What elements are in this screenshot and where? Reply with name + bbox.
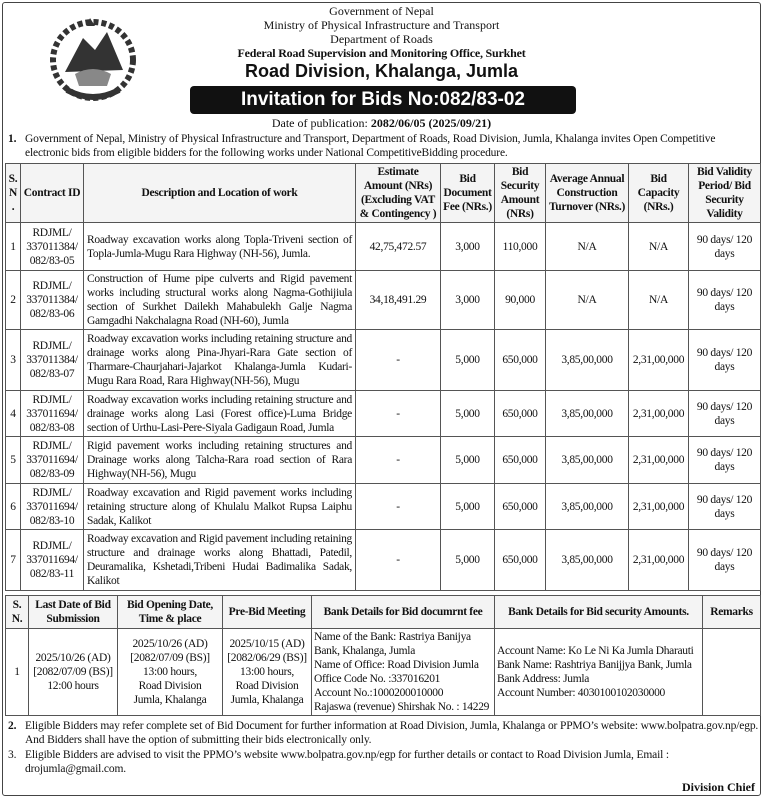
paragraph-2 — [8, 719, 760, 747]
cell-turnover: 3,85,00,000 — [546, 391, 629, 437]
cell-capacity: N/A — [629, 271, 689, 330]
cell-line: [2082/07/09 (BS)] — [33, 666, 113, 678]
column-header: S. N. — [6, 596, 29, 629]
column-header: Bid Security Amount (NRs) — [495, 164, 546, 223]
cell-turnover: 3,85,00,000 — [546, 330, 629, 391]
cell-estimate: - — [356, 330, 441, 391]
paragraph-text: Eligible Bidders are advised to visit the PPMO’s website www.bolpatra.gov.np/egp for further details or contact to Road Division Jumla, Email : drojumla@gmail.com. — [25, 749, 669, 775]
column-header: S. N. — [6, 164, 21, 223]
cell-capacity: 2,31,00,000 — [629, 437, 689, 484]
cell-description: Rigid pavement works including retaining structures and Drainage works along Talcha-Rara road section of Rara Highway(NH-56), Mugu — [84, 437, 356, 484]
cell-estimate: - — [356, 530, 441, 591]
signature: Division Chief — [681, 780, 755, 794]
cell-capacity: 2,31,00,000 — [629, 484, 689, 530]
cell-security: 650,000 — [495, 330, 546, 391]
cell-security: 90,000 — [495, 271, 546, 330]
table-row — [6, 330, 761, 391]
cell-bank-security — [495, 629, 703, 716]
cell-capacity: 2,31,00,000 — [629, 530, 689, 591]
table-row — [6, 271, 761, 330]
cell-sn: 3 — [6, 330, 21, 391]
cell-line: Road Division — [235, 680, 299, 692]
table-row — [6, 437, 761, 484]
header-department: Department of Roads — [330, 32, 433, 46]
cell-security: 650,000 — [495, 391, 546, 437]
cell-capacity: 2,31,00,000 — [629, 330, 689, 391]
table-row — [6, 629, 761, 716]
cell-doc-fee: 5,000 — [441, 484, 495, 530]
cell-sn: 1 — [6, 629, 29, 716]
cell-line: Jumla, Khalanga — [230, 694, 304, 706]
column-header: Estimate Amount (NRs) (Excluding VAT & Contingency ) — [356, 164, 441, 223]
column-header: Contract ID — [21, 164, 84, 223]
table-row — [6, 391, 761, 437]
cell-validity: 90 days/ 120 days — [689, 391, 761, 437]
column-header: Bank Details for Bid documrnt fee — [312, 596, 495, 629]
cell-line: 13:00 hours, — [240, 666, 294, 678]
cell-contract-id: RDJML/ 337011384/ 082/83-05 — [21, 223, 84, 271]
column-header: Remarks — [703, 596, 761, 629]
table-row — [6, 223, 761, 271]
cell-line: Jumla, Khalanga — [133, 694, 207, 706]
cell-security: 110,000 — [495, 223, 546, 271]
publication-label: Date of publication: — [271, 116, 371, 130]
cell-line: Office Code No. :337016201 — [314, 673, 441, 685]
cell-sn: 1 — [6, 223, 21, 271]
paragraph-text: Government of Nepal, Ministry of Physical Infrastructure and Transport, Department of Roads, Road Division, Jumla, Khalanga invites Open Competitive electronic bids from eligible bidders for the following works under National CompetitiveBidding procedure. — [25, 133, 716, 159]
cell-description: Roadway excavation and Rigid pavement including retaining structure and drainage works along Bhattadi, Patedil, Deuramalika, Kshetadi,Tribeni Hudai Badimalika Sadak, Kalikot — [84, 530, 356, 591]
cell-line: 2025/10/15 (AD) — [229, 638, 305, 650]
cell-line: 12:00 hours — [47, 680, 99, 692]
cell-turnover: 3,85,00,000 — [546, 437, 629, 484]
table-row — [6, 530, 761, 591]
publication-value: 2082/06/05 (2025/09/21) — [370, 116, 492, 130]
header-office: Federal Road Supervision and Monitoring Office, Surkhet — [237, 46, 526, 60]
paragraph-number: 1. — [8, 133, 17, 145]
cell-sn: 6 — [6, 484, 21, 530]
cell-sn: 7 — [6, 530, 21, 591]
column-header: Bid Opening Date, Time & place — [118, 596, 223, 629]
paragraph-3 — [8, 748, 760, 776]
schedule-table — [5, 595, 761, 716]
invitation-banner: Invitation for Bids No:082/83-02 — [190, 86, 576, 114]
column-header: Bank Details for Bid security Amounts. — [495, 596, 703, 629]
cell-line: 2025/10/26 (AD) — [35, 652, 111, 664]
cell-doc-fee: 3,000 — [441, 223, 495, 271]
cell-line: [2082/07/09 (BS)] — [130, 652, 210, 664]
cell-line: Account Number: 4030100102030000 — [497, 687, 665, 699]
cell-estimate: - — [356, 437, 441, 484]
cell-sn: 2 — [6, 271, 21, 330]
cell-line: 13:00 hours, — [143, 666, 197, 678]
column-header: Pre-Bid Meeting — [223, 596, 312, 629]
column-header: Description and Location of work — [84, 164, 356, 223]
cell-validity: 90 days/ 120 days — [689, 437, 761, 484]
cell-turnover: N/A — [546, 223, 629, 271]
cell-contract-id: RDJML/ 337011384/ 082/83-06 — [21, 271, 84, 330]
cell-estimate: 34,18,491.29 — [356, 271, 441, 330]
cell-bank-fee — [312, 629, 495, 716]
page-title: Road Division, Khalanga, Jumla — [244, 61, 519, 81]
cell-sn: 5 — [6, 437, 21, 484]
cell-validity: 90 days/ 120 days — [689, 530, 761, 591]
cell-last-date — [29, 629, 118, 716]
column-header: Bid Document Fee (NRs.) — [441, 164, 495, 223]
cell-line: Rajaswa (revenue) Shirshak No. : 14229 — [314, 701, 490, 713]
cell-description: Roadway excavation works including retaining structure and drainage works along Lasi (Forest office)-Luma Bridge section of Urthu-Lasi-Pere-Siyala Gadigaun Road, Jumla — [84, 391, 356, 437]
table-row — [6, 484, 761, 530]
cell-prebid — [223, 629, 312, 716]
cell-estimate: 42,75,472.57 — [356, 223, 441, 271]
cell-doc-fee: 5,000 — [441, 530, 495, 591]
cell-capacity: 2,31,00,000 — [629, 391, 689, 437]
cell-description: Roadway excavation works along Topla-Triveni section of Topla-Jumla-Mugu Rara Highway (NH-56), Jumla. — [84, 223, 356, 271]
paragraph-number: 2. — [8, 720, 17, 732]
cell-line: Name of the Bank: Rastriya Banijya Bank, Khalanga, Jumla — [314, 631, 471, 657]
cell-turnover: 3,85,00,000 — [546, 484, 629, 530]
cell-doc-fee: 3,000 — [441, 271, 495, 330]
cell-validity: 90 days/ 120 days — [689, 484, 761, 530]
cell-remarks — [703, 629, 761, 716]
cell-contract-id: RDJML/ 337011694/ 082/83-08 — [21, 391, 84, 437]
cell-turnover: 3,85,00,000 — [546, 530, 629, 591]
cell-line: Name of Office: Road Division Jumla — [314, 659, 479, 671]
cell-contract-id: RDJML/ 337011694/ 082/83-11 — [21, 530, 84, 591]
cell-contract-id: RDJML/ 337011694/ 082/83-09 — [21, 437, 84, 484]
cell-line: Bank Name: Rashtriya Banijjya Bank, Jumla — [497, 659, 692, 671]
column-header: Last Date of Bid Submission — [29, 596, 118, 629]
column-header: Average Annual Construction Turnover (NRs.) — [546, 164, 629, 223]
cell-line: Account No.:1000200010000 — [314, 687, 444, 699]
works-table — [5, 163, 761, 591]
cell-description: Roadway excavation works including retaining structure and drainage works along Pina-Jhyari-Rara Gate section of Tharmare-Chaurjahari-Jajarkot Khalanga-Jumla Kudari-Mugu Rara Road, Rara Highway(NH-56), Mugu — [84, 330, 356, 391]
cell-estimate: - — [356, 484, 441, 530]
cell-line: [2082/06/29 (BS)] — [227, 652, 307, 664]
header-ministry: Ministry of Physical Infrastructure and Transport — [263, 18, 500, 32]
paragraph-number: 3. — [8, 749, 17, 761]
cell-sn: 4 — [6, 391, 21, 437]
cell-capacity: N/A — [629, 223, 689, 271]
cell-estimate: - — [356, 391, 441, 437]
column-header: Bid Validity Period/ Bid Security Validity — [689, 164, 761, 223]
cell-line: Bank Address: Jumla — [497, 673, 590, 685]
cell-contract-id: RDJML/ 337011694/ 082/83-10 — [21, 484, 84, 530]
column-header: Bid Capacity (NRs.) — [629, 164, 689, 223]
cell-validity: 90 days/ 120 days — [689, 223, 761, 271]
cell-validity: 90 days/ 120 days — [689, 330, 761, 391]
cell-turnover: N/A — [546, 271, 629, 330]
cell-description: Construction of Hume pipe culverts and Rigid pavement works including structural works along Nagma-Gothijiula section of Surkhet Dailekh Mahabulekh Galje Nagma Gamgadhi Nakchalagna Road (NH-60), Jumla — [84, 271, 356, 330]
cell-line: 2025/10/26 (AD) — [132, 638, 208, 650]
paragraph-text: Eligible Bidders may refer complete set of Bid Document for further information at Road Division, Jumla, Khalanga or PPMO’s website: www.bolpatra.gov.np/egp. And Bidders shall have the option of submitting their bids electronically only. — [25, 720, 759, 746]
cell-line: Account Name: Ko Le Ni Ka Jumla Dharauti — [497, 645, 694, 657]
paragraph-1 — [8, 132, 760, 160]
cell-opening — [118, 629, 223, 716]
cell-security: 650,000 — [495, 530, 546, 591]
cell-description: Roadway excavation and Rigid pavement works including retaining structure along of Khulalu Malkot Rupsa Laiphu Sadak, Kalikot — [84, 484, 356, 530]
header-government: Government of Nepal — [329, 4, 434, 18]
cell-line: Road Division — [138, 680, 202, 692]
cell-doc-fee: 5,000 — [441, 330, 495, 391]
cell-contract-id: RDJML/ 337011384/ 082/83-07 — [21, 330, 84, 391]
cell-doc-fee: 5,000 — [441, 391, 495, 437]
cell-validity: 90 days/ 120 days — [689, 271, 761, 330]
table-header-row — [6, 164, 761, 223]
cell-doc-fee: 5,000 — [441, 437, 495, 484]
cell-security: 650,000 — [495, 484, 546, 530]
table-header-row — [6, 596, 761, 629]
cell-security: 650,000 — [495, 437, 546, 484]
